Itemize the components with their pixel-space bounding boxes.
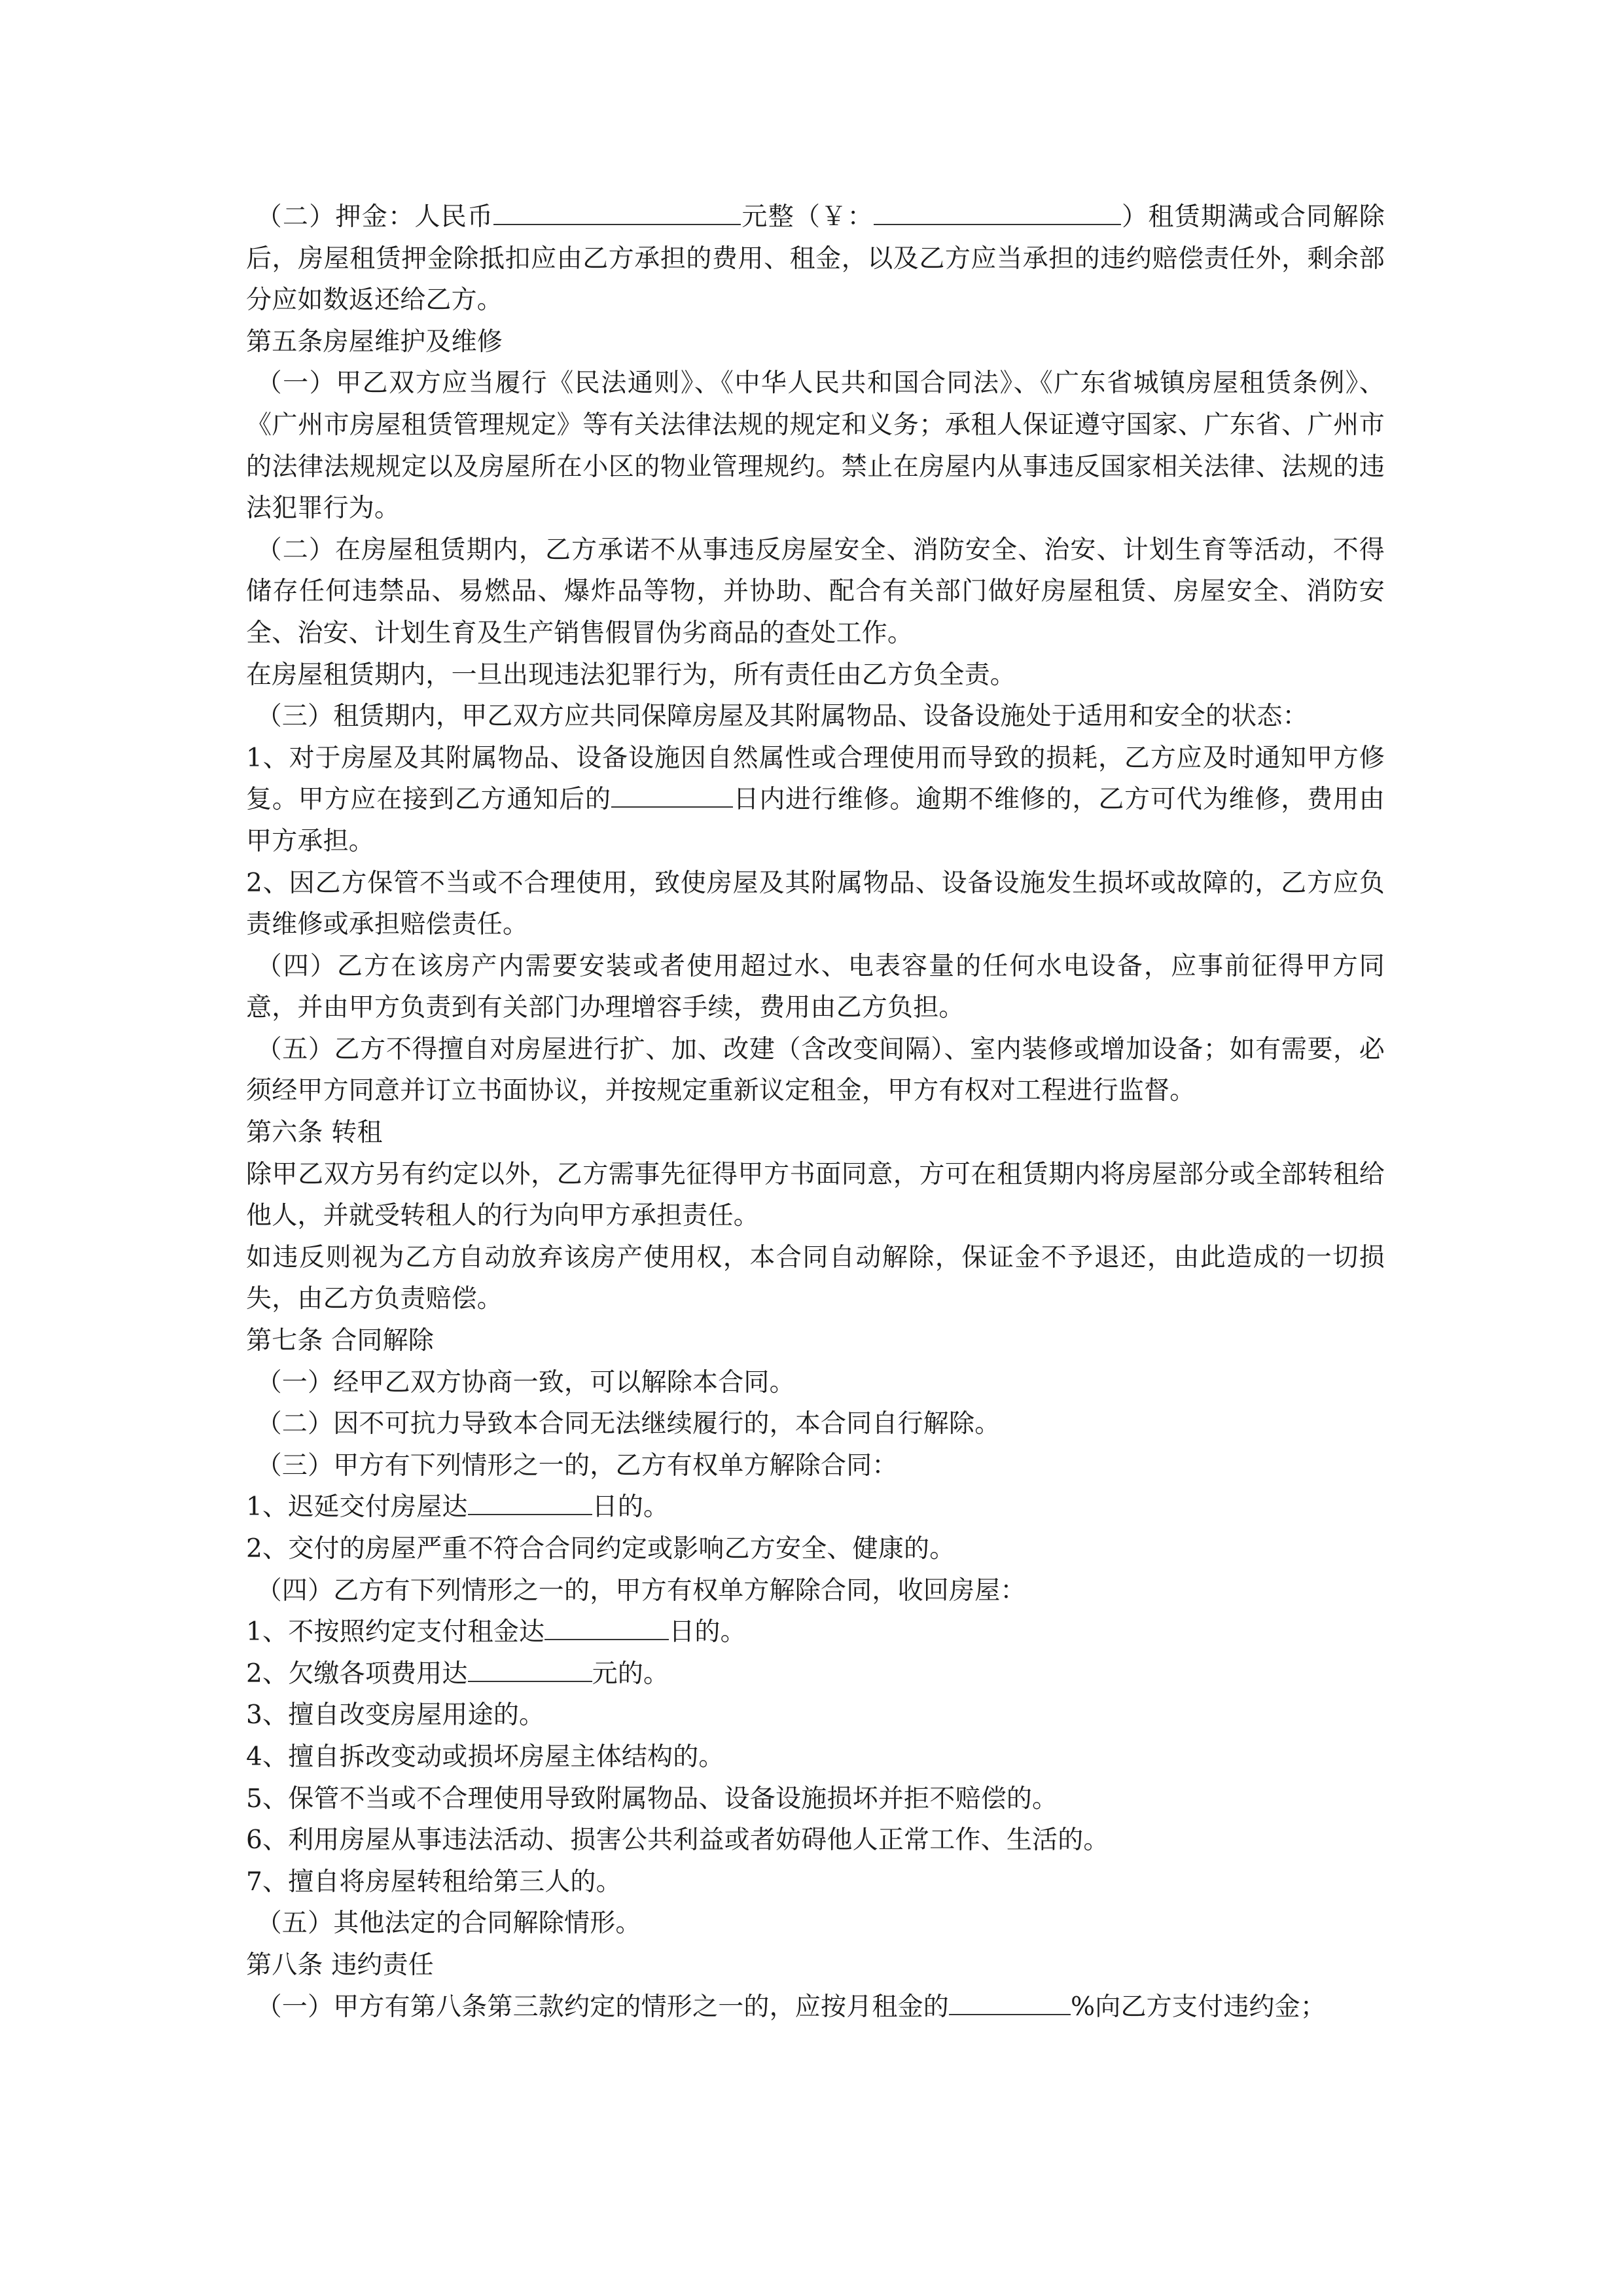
article-5-item-2: （二）在房屋租赁期内，乙方承诺不从事违反房屋安全、消防安全、治安、计划生育等活动，不得储存任何违禁品、易燃品、爆炸品等物，并协助、配合有关部门做好房屋租赁、房屋安全、消防安全、治安、计划生育及生产销售假冒伪劣商品的查处工作。 (246, 535, 1385, 648)
article-7-item-5: （五）其他法定的合同解除情形。 (256, 1909, 641, 1939)
fees-overdue-lead: 2、欠缴各项费用达 (246, 1659, 468, 1689)
article-6-para-2: 如违反则视为乙方自动放弃该房产使用权，本合同自动解除，保证金不予退还，由此造成的一切损失，由乙方负责赔偿。 (246, 1242, 1385, 1314)
article-7-item-2: （二）因不可抗力导致本合同无法继续履行的，本合同自行解除。 (256, 1409, 1001, 1439)
late-delivery-days-blank (468, 1490, 592, 1515)
deposit-amount-blank (493, 200, 741, 225)
article-5-liability-note: 在房屋租赁期内，一旦出现违法犯罪行为，所有责任由乙方负全责。 (246, 660, 1016, 690)
deposit-figure-blank (874, 200, 1121, 225)
article-8-heading: 第八条 违约责任 (246, 1950, 434, 1980)
article-7-item-1: （一）经甲乙双方协商一致，可以解除本合同。 (256, 1367, 795, 1397)
article-5-item-4: （四）乙方在该房产内需要安装或者使用超过水、电表容量的任何水电设备，应事前征得甲方同意，并由甲方负责到有关部门办理增容手续，费用由乙方负担。 (246, 951, 1385, 1023)
rent-overdue-tail: 日的。 (669, 1617, 746, 1647)
late-delivery-lead: 1、迟延交付房屋达 (246, 1492, 468, 1522)
article-7-item-4-sub-2 (246, 1653, 1385, 1695)
article-7-heading: 第七条 合同解除 (246, 1326, 434, 1356)
article-5-item-3: （三）租赁期内，甲乙双方应共同保障房屋及其附属物品、设备设施处于适用和安全的状态： (256, 702, 1308, 732)
article-7-item-3-sub-1 (246, 1486, 1385, 1528)
penalty-clause-lead: （一）甲方有第八条第三款约定的情形之一的，应按月租金的 (256, 1992, 949, 2022)
repair-clause-tail: 日内进行维修。逾期不维修的，乙方可代为维修，费用由甲方承担。 (246, 785, 1385, 856)
deposit-clause-tail: ）租赁期满或合同解除后，房屋租赁押金除抵扣应由乙方承担的费用、租金，以及乙方应当承担的违约赔偿责任外，剩余部分应如数返还给乙方。 (246, 202, 1385, 315)
article-7-item-4-sub-4: 4、擅自拆改变动或损坏房屋主体结构的。 (246, 1742, 724, 1772)
article-8-item-1 (246, 1986, 1385, 2028)
late-delivery-tail: 日的。 (592, 1492, 669, 1522)
article-6-heading: 第六条 转租 (246, 1118, 383, 1148)
deposit-clause-mid: 元整（￥： (741, 202, 874, 232)
article-7-item-4-sub-3: 3、擅自改变房屋用途的。 (246, 1700, 545, 1731)
contract-body (246, 196, 1385, 2028)
rent-overdue-days-blank (544, 1615, 669, 1640)
fees-overdue-tail: 元的。 (592, 1659, 669, 1689)
article-7-item-3-sub-2: 2、交付的房屋严重不符合合同约定或影响乙方安全、健康的。 (246, 1534, 955, 1564)
article-7-item-4-sub-6: 6、利用房屋从事违法活动、损害公共利益或者妨碍他人正常工作、生活的。 (246, 1825, 1109, 1856)
article-5-item-1: （一）甲乙双方应当履行《民法通则》、《中华人民共和国合同法》、《广东省城镇房屋租赁条例》、《广州市房屋租赁管理规定》等有关法律法规的规定和义务；承租人保证遵守国家、广东省、广州市的法律法规规定以及房屋所在小区的物业管理规约。禁止在房屋内从事违反国家相关法律、法规的违法犯罪行为。 (246, 368, 1385, 524)
deposit-clause (246, 196, 1385, 321)
deposit-clause-lead: （二）押金：人民币 (256, 202, 494, 232)
fees-overdue-amount-blank (468, 1657, 592, 1682)
repair-clause-lead: 1、对于房屋及其附属物品、设备设施因自然属性或合理使用而导致的损耗，乙方应及时通知甲方修复。甲方应在接到乙方通知后的 (246, 743, 1385, 815)
article-7-item-4-sub-1 (246, 1611, 1385, 1653)
article-7-item-4: （四）乙方有下列情形之一的，甲方有权单方解除合同，收回房屋： (256, 1575, 1026, 1605)
penalty-percent-blank (949, 1989, 1071, 2015)
article-7-item-4-sub-7: 7、擅自将房屋转租给第三人的。 (246, 1867, 622, 1897)
article-5-item-5: （五）乙方不得擅自对房屋进行扩、加、改建（含改变间隔）、室内装修或增加设备；如有需要，必须经甲方同意并订立书面协议，并按规定重新议定租金，甲方有权对工程进行监督。 (246, 1034, 1385, 1106)
article-7-item-4-sub-5: 5、保管不当或不合理使用导致附属物品、设备设施损坏并拒不赔偿的。 (246, 1784, 1058, 1814)
article-5-item-3-sub-1 (246, 738, 1385, 863)
penalty-clause-tail: %向乙方支付违约金； (1071, 1992, 1327, 2022)
repair-days-blank (611, 782, 733, 808)
article-7-item-3: （三）甲方有下列情形之一的，乙方有权单方解除合同： (256, 1450, 898, 1480)
article-5-item-3-sub-2: 2、因乙方保管不当或不合理使用，致使房屋及其附属物品、设备设施发生损坏或故障的，乙方应负责维修或承担赔偿责任。 (246, 868, 1385, 940)
article-6-para-1: 除甲乙双方另有约定以外，乙方需事先征得甲方书面同意，方可在租赁期内将房屋部分或全部转租给他人，并就受转租人的行为向甲方承担责任。 (246, 1159, 1385, 1231)
rent-overdue-lead: 1、不按照约定支付租金达 (246, 1617, 545, 1647)
article-5-heading: 第五条房屋维护及维修 (246, 327, 503, 357)
